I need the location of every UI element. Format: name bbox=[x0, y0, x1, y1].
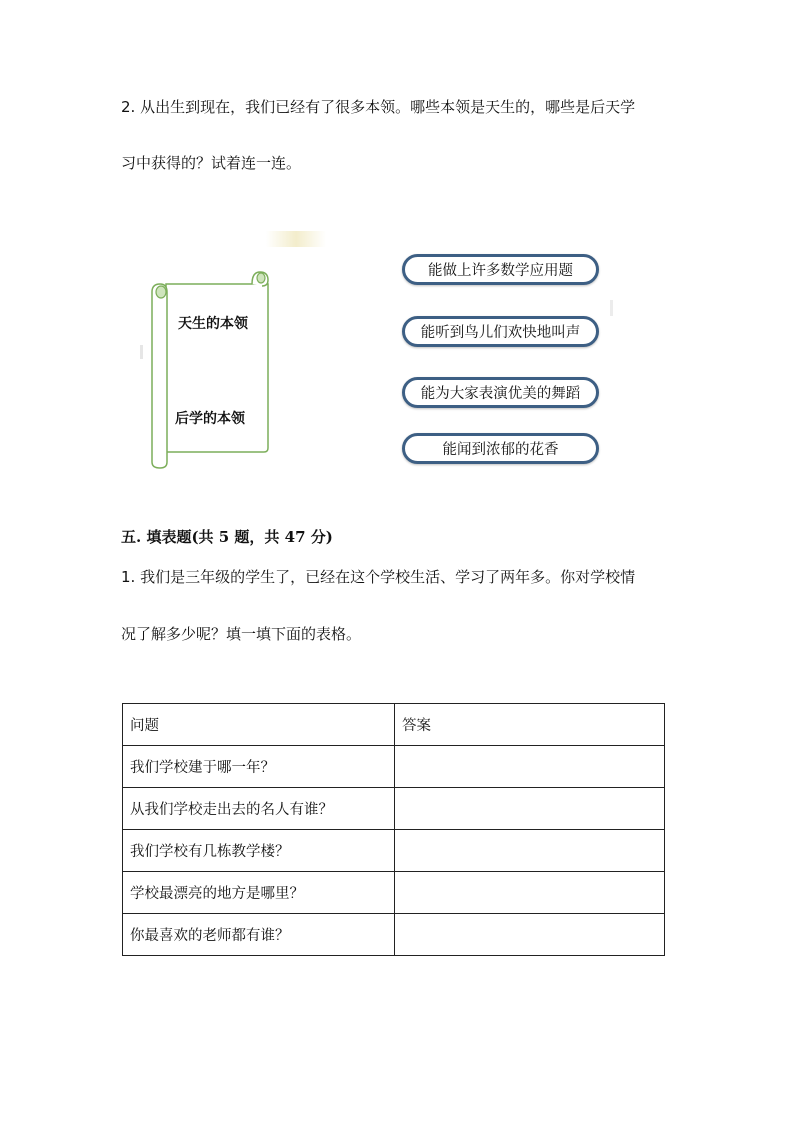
answer-cell[interactable] bbox=[395, 830, 665, 872]
table-row bbox=[123, 788, 665, 830]
faded-decoration bbox=[610, 300, 613, 316]
faded-decoration bbox=[266, 231, 326, 247]
table-header-row bbox=[123, 704, 665, 746]
answer-cell[interactable] bbox=[395, 914, 665, 956]
table-row bbox=[123, 872, 665, 914]
header-question: 问题 bbox=[123, 704, 395, 746]
question-cell: 我们学校建于哪一年？ bbox=[123, 746, 395, 788]
ability-option-dance[interactable]: 能为大家表演优美的舞蹈 bbox=[402, 377, 599, 408]
question-cell: 从我们学校走出去的名人有谁？ bbox=[123, 788, 395, 830]
ability-option-hear-birds[interactable]: 能听到鸟儿们欢快地叫声 bbox=[402, 316, 599, 347]
question-1-line-1: 1. 我们是三年级的学生了，已经在这个学校生活、学习了两年多。你对学校情 bbox=[121, 568, 636, 586]
learned-abilities-label: 后学的本领 bbox=[175, 411, 245, 427]
table-row bbox=[123, 914, 665, 956]
question-2-line-1: 2. 从出生到现在，我们已经有了很多本领。哪些本领是天生的，哪些是后天学 bbox=[121, 98, 636, 116]
section-heading: 五. 填表题(共 5 题，共 47 分) bbox=[121, 528, 333, 546]
header-answer: 答案 bbox=[395, 704, 665, 746]
ability-option-smell-flowers[interactable]: 能闻到浓郁的花香 bbox=[402, 433, 599, 464]
question-cell: 我们学校有几栋教学楼？ bbox=[123, 830, 395, 872]
scroll-illustration bbox=[148, 268, 274, 470]
school-survey-table bbox=[122, 703, 665, 956]
ability-option-math[interactable]: 能做上许多数学应用题 bbox=[402, 254, 599, 285]
answer-cell[interactable] bbox=[395, 746, 665, 788]
answer-cell[interactable] bbox=[395, 872, 665, 914]
faded-decoration bbox=[140, 345, 143, 359]
scroll-icon bbox=[148, 268, 274, 470]
table-row bbox=[123, 746, 665, 788]
question-cell: 你最喜欢的老师都有谁？ bbox=[123, 914, 395, 956]
question-cell: 学校最漂亮的地方是哪里？ bbox=[123, 872, 395, 914]
answer-cell[interactable] bbox=[395, 788, 665, 830]
table-row bbox=[123, 830, 665, 872]
innate-abilities-label: 天生的本领 bbox=[178, 316, 248, 332]
question-2-line-2: 习中获得的？试着连一连。 bbox=[121, 154, 302, 172]
question-1-line-2: 况了解多少呢？填一填下面的表格。 bbox=[121, 625, 362, 643]
